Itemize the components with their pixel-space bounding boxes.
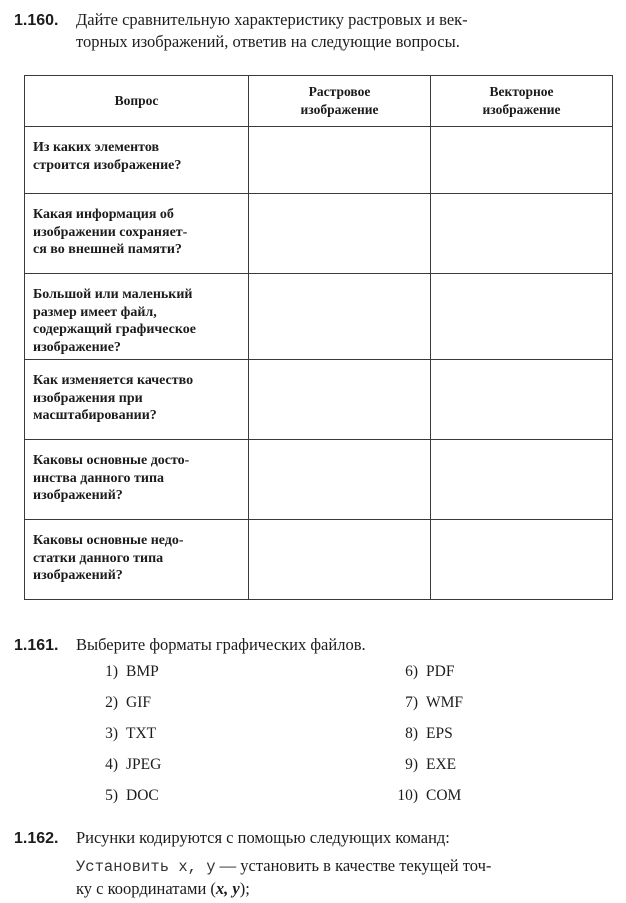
option-item[interactable] [386,756,456,776]
question-line: Большой или маленький [33,287,193,302]
task-text: Выберите форматы графических файлов. [76,635,366,654]
option-item[interactable] [386,694,463,714]
raster-answer-cell[interactable] [249,274,431,360]
option-item[interactable] [386,725,453,745]
header-vector-label: Векторное изображение [482,84,561,117]
header-vector [431,76,613,127]
raster-answer-cell[interactable] [249,520,431,600]
task-number: 1.162. [14,830,59,847]
option-item[interactable] [86,787,159,807]
option-number: 6) [405,663,418,680]
header-question: Вопрос [25,76,249,127]
question-cell [25,194,249,274]
question-line: Каковы основные недо- [33,533,184,548]
option-number: 4) [105,756,118,773]
raster-answer-cell[interactable] [249,440,431,520]
coords: x, y [215,879,240,898]
question-line: изображении сохраняет- [33,224,188,240]
task-text-line1: Дайте сравнительную характеристику растровых и век- [76,10,468,29]
question-line: статки данного типа [33,550,164,566]
option-label: EXE [426,756,457,773]
command-desc-end: ); [239,879,250,898]
question-line: изображений? [33,568,123,584]
question-line: изображение? [33,339,121,355]
option-number: 1) [105,663,118,680]
option-number: 5) [105,787,118,804]
command-desc: — установить в качестве текущей точ- [215,856,492,875]
question-cell [25,274,249,360]
question-line: изображения при [33,390,143,406]
option-label: GIF [126,694,151,711]
question-line: Каковы основные досто- [33,453,190,468]
option-item[interactable] [386,787,461,807]
task-1-162 [14,827,612,899]
table-row [25,127,613,194]
task-text-line2 [14,855,612,878]
question-cell [25,360,249,440]
option-label: JPEG [126,756,162,773]
task-1-161 [14,634,612,656]
option-item[interactable] [386,663,454,683]
option-number: 8) [405,725,418,742]
option-number: 7) [405,694,418,711]
table-header-row [25,76,613,127]
question-line: ся во внешней памяти? [33,242,182,258]
table-row [25,360,613,440]
table-row [25,274,613,360]
option-item[interactable] [86,663,159,683]
vector-answer-cell[interactable] [431,194,613,274]
option-label: EPS [426,725,453,742]
vector-answer-cell[interactable] [431,440,613,520]
header-raster [249,76,431,127]
option-item[interactable] [86,756,161,776]
vector-answer-cell[interactable] [431,274,613,360]
question-cell [25,127,249,194]
vector-answer-cell[interactable] [431,520,613,600]
table-row [25,440,613,520]
question-line: содержащий графическое [33,322,196,338]
comparison-table [24,75,613,600]
header-raster-label: Растровое изображение [300,84,379,117]
option-label: DOC [126,787,159,804]
task-text: Рисунки кодируются с помощью следующих команд: [76,828,450,847]
option-label: TXT [126,725,157,742]
question-line: Из каких элементов [33,140,160,155]
option-number: 10) [397,787,418,804]
table-row [25,194,613,274]
option-number: 2) [105,694,118,711]
command-text: Установить x, y [76,858,216,876]
question-cell [25,520,249,600]
vector-answer-cell[interactable] [431,360,613,440]
task-number: 1.160. [14,12,59,29]
question-line: строится изображение? [33,157,182,173]
option-label: COM [426,787,462,804]
option-number: 9) [405,756,418,773]
raster-answer-cell[interactable] [249,360,431,440]
option-label: WMF [426,694,464,711]
question-line: изображений? [33,488,123,504]
raster-answer-cell[interactable] [249,194,431,274]
option-label: PDF [426,663,455,680]
question-line: Как изменяется качество [33,373,194,388]
command-desc-cont: ку с координатами ( [76,879,216,898]
question-line: масштабировании? [33,408,157,424]
option-item[interactable] [86,725,156,745]
question-line: Какая информация об [33,207,174,222]
task-text-line3 [14,878,612,899]
question-cell [25,440,249,520]
option-item[interactable] [86,694,151,714]
task-text-line2: торных изображений, ответив на следующие вопросы. [76,32,460,51]
task-number: 1.161. [14,637,59,654]
table-row [25,520,613,600]
raster-answer-cell[interactable] [249,127,431,194]
vector-answer-cell[interactable] [431,127,613,194]
task-1-160 [14,9,612,52]
question-line: размер имеет файл, [33,304,157,320]
option-number: 3) [105,725,118,742]
option-label: BMP [126,663,159,680]
question-line: инства данного типа [33,470,165,486]
